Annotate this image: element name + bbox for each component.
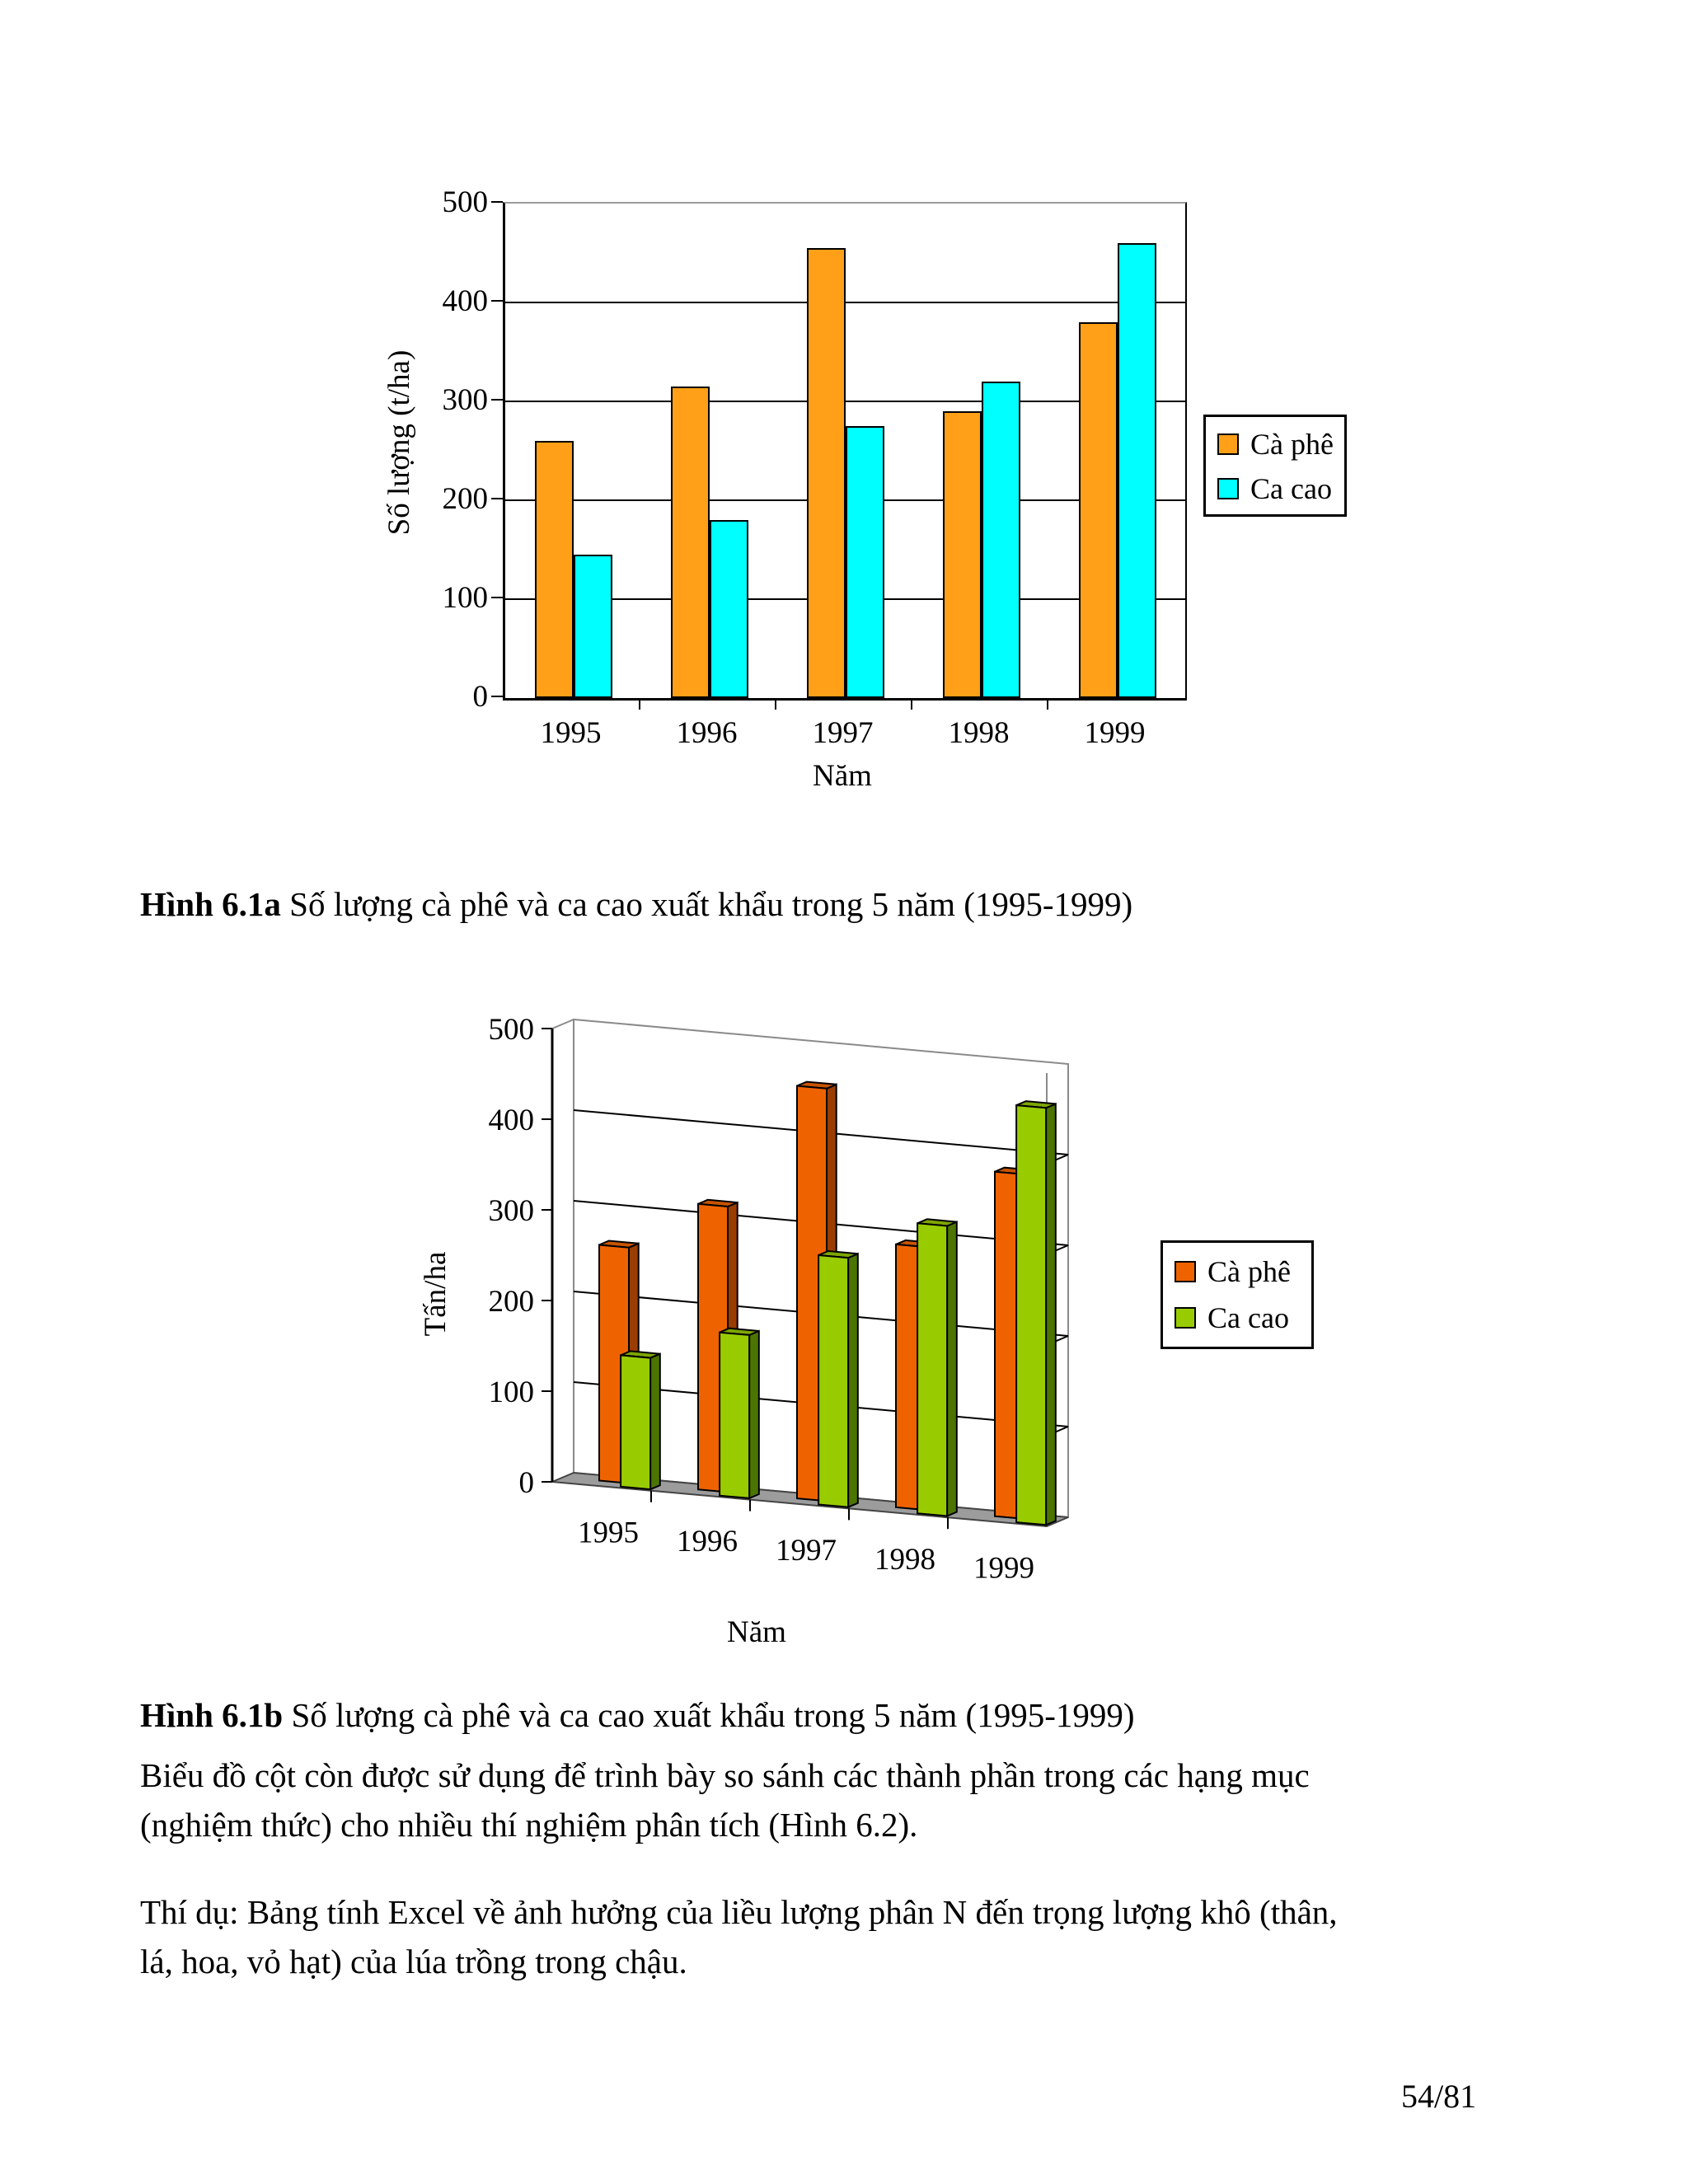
chart1-gridline [505, 302, 1185, 303]
chart2-bar-side-ca-cao-1995 [650, 1354, 660, 1489]
body-paragraph-2 [140, 1887, 1338, 1986]
chart2-bar-side-ca-cao-1998 [947, 1222, 957, 1516]
chart1-x-tick-label: 1997 [812, 716, 874, 750]
chart1-x-tick-mark [775, 699, 776, 710]
chart2-y-tick-label: 100 [488, 1376, 534, 1409]
chart2-bar-side-ca-cao-1997 [848, 1254, 858, 1507]
chart1-y-tick-mark [491, 300, 503, 302]
legend-label-ca-phe: Cà phê [1250, 428, 1334, 461]
chart-3d-columns [363, 972, 1121, 1681]
chart2-x-tick-label: 1998 [874, 1542, 935, 1577]
paragraph2-line1: Thí dụ: Bảng tính Excel về ảnh hưởng của liều lượng phân N đến trọng lượng khô (thân, [140, 1893, 1338, 1931]
chart1-bar-ca-phe-1998 [943, 411, 982, 698]
chart1-bar-ca-cao-1998 [982, 382, 1020, 698]
chart2-y-axis-title: Tấn/ha [419, 1251, 452, 1337]
chart1-y-tick-label: 300 [442, 383, 488, 417]
chart2-y-tick-label: 500 [488, 1013, 534, 1047]
chart2-x-tick-label: 1999 [973, 1551, 1034, 1586]
paragraph2-line2: lá, hoa, vỏ hạt) của lúa trồng trong chậu. [140, 1943, 687, 1980]
body-paragraph-1 [140, 1750, 1310, 1849]
page-number: 54/81 [1401, 2078, 1477, 2115]
chart1-y-tick-label: 400 [442, 284, 488, 318]
chart2-bar-side-ca-cao-1999 [1046, 1104, 1056, 1525]
chart1-bar-ca-phe-1999 [1079, 322, 1118, 698]
chart2-x-tick-label: 1995 [578, 1516, 639, 1550]
caption1-text: Số lượng cà phê và ca cao xuất khẩu trong 5 năm (1995-1999) [280, 885, 1133, 923]
chart2-canvas [363, 972, 1121, 1681]
paragraph1-line1: Biểu đồ cột còn được sử dụng để trình bày so sánh các thành phần trong các hạng mục [140, 1756, 1310, 1794]
chart1-bar-ca-cao-1997 [846, 426, 884, 698]
caption2-figure-number: Hình 6.1b [140, 1696, 284, 1734]
chart1-bar-ca-phe-1997 [807, 248, 846, 698]
chart2-y-tick-label: 300 [488, 1194, 534, 1228]
chart1-bar-ca-phe-1996 [671, 387, 710, 698]
figure-caption-6-1a [140, 883, 1132, 925]
chart1-y-tick-mark [491, 399, 503, 401]
legend2-label-ca-phe: Cà phê [1207, 1255, 1291, 1288]
chart1-plot-area [503, 202, 1187, 701]
legend2-swatch-ca-phe [1175, 1261, 1196, 1282]
chart1-y-axis-title: Số lượng (t/ha) [382, 349, 416, 536]
chart2-legend [1160, 1240, 1314, 1349]
paragraph1-line2: (nghiệm thức) cho nhiều thí nghiệm phân tích (Hình 6.2). [140, 1806, 918, 1844]
chart1-x-tick-label: 1998 [948, 716, 1010, 750]
legend2-swatch-ca-cao [1175, 1307, 1196, 1329]
chart1-x-axis-title: Năm [813, 759, 872, 793]
chart1-legend [1203, 415, 1347, 517]
chart1-x-tick-mark [1047, 699, 1048, 710]
chart1-y-tick-label: 200 [442, 482, 488, 516]
chart1-x-tick-label: 1996 [676, 716, 738, 750]
chart2-bar-side-ca-cao-1996 [749, 1331, 759, 1498]
chart1-y-tick-label: 100 [442, 581, 488, 615]
chart1-y-tick-mark [491, 201, 503, 203]
chart1-bar-ca-cao-1995 [574, 555, 612, 698]
chart1-y-tick-label: 500 [442, 185, 488, 219]
chart1-x-tick-label: 1999 [1084, 716, 1146, 750]
legend-swatch-ca-phe [1217, 434, 1239, 455]
chart1-y-tick-label: 0 [472, 680, 488, 714]
chart2-y-tick-label: 200 [488, 1285, 534, 1319]
chart1-y-tick-mark [491, 696, 503, 697]
chart1-x-tick-label: 1995 [540, 716, 602, 750]
chart1-x-tick-mark [911, 699, 912, 710]
legend-label-ca-cao: Ca cao [1250, 472, 1332, 505]
chart1-bar-ca-cao-1999 [1118, 243, 1156, 698]
chart2-x-tick-label: 1997 [776, 1534, 837, 1568]
chart2-x-tick-label: 1996 [677, 1525, 738, 1559]
chart2-bar-ca-cao-1997 [818, 1255, 848, 1507]
chart1-x-tick-mark [639, 699, 640, 710]
chart1-y-tick-mark [491, 498, 503, 499]
chart2-wall-top-edge [552, 1019, 574, 1029]
chart1-bar-ca-phe-1995 [535, 441, 574, 698]
chart2-bar-ca-cao-1998 [917, 1223, 947, 1516]
chart1-bar-ca-cao-1996 [710, 520, 748, 698]
caption2-text: Số lượng cà phê và ca cao xuất khẩu trong 5 năm (1995-1999) [283, 1696, 1135, 1734]
legend2-label-ca-cao: Ca cao [1207, 1301, 1289, 1334]
chart2-x-axis-title: Năm [727, 1615, 786, 1649]
figure-caption-6-1b [140, 1694, 1135, 1736]
chart1-y-tick-mark [491, 597, 503, 598]
legend-swatch-ca-cao [1217, 478, 1239, 499]
chart2-bar-ca-cao-1999 [1016, 1105, 1046, 1525]
chart2-bar-ca-cao-1996 [720, 1333, 749, 1498]
chart2-y-tick-label: 400 [488, 1104, 534, 1137]
caption1-figure-number: Hình 6.1a [140, 885, 281, 923]
chart-2d-columns [0, 0, 1688, 865]
chart2-bar-ca-cao-1995 [621, 1355, 650, 1489]
chart2-y-tick-label: 0 [518, 1466, 534, 1500]
